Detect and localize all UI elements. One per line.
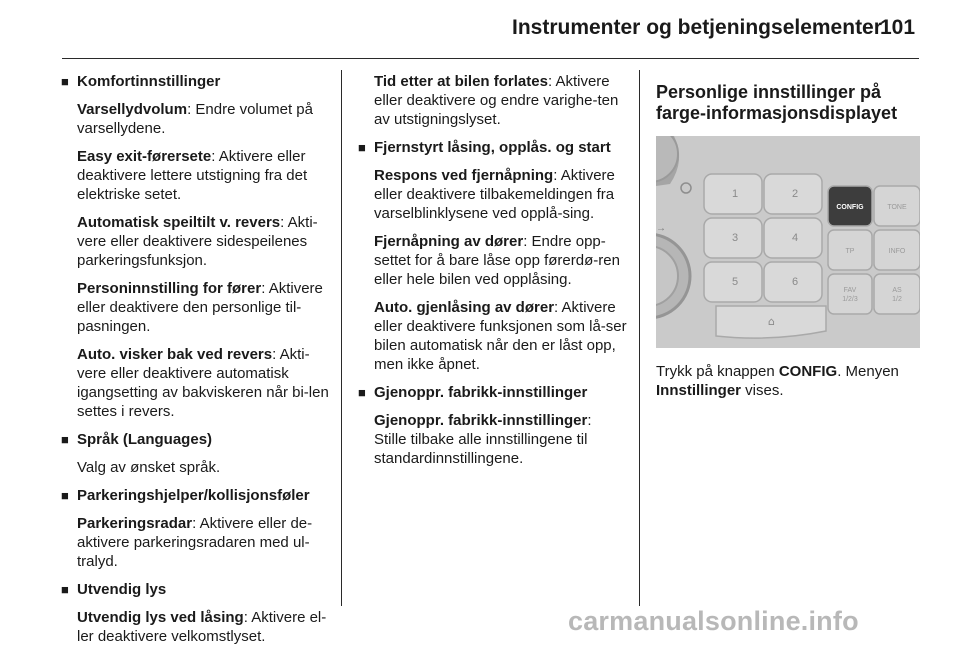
setting-description: : Aktivere eller deaktivere den personlige til-pasningen. [77, 280, 323, 335]
setting-entry [357, 166, 627, 223]
preset-2-label: 2 [792, 188, 799, 200]
page-number: 101 [880, 16, 916, 39]
preset-4-label: 4 [792, 232, 799, 244]
setting-description: : Aktivere eller deaktivere tilbakemeldingen fra varselblinklysene ved opplå-sing. [374, 167, 615, 222]
heading-text: Utvendig lys [77, 581, 167, 598]
config-button-label: CONFIG [836, 204, 864, 211]
info-button-label: INFO [888, 248, 906, 255]
preset-6-label: 6 [792, 276, 799, 288]
setting-description: : Stille tilbake alle innstillingene til standardinnstillingene. [374, 412, 592, 467]
column-divider-1 [341, 70, 342, 606]
bullet-heading [60, 486, 332, 505]
setting-term: Parkeringsradar [77, 515, 193, 532]
setting-description: : Endre volumet på varsellydene. [77, 101, 313, 137]
bullet-square-icon: ■ [358, 385, 366, 400]
fav-button-label: FAV [843, 287, 857, 294]
column-3 [656, 72, 922, 400]
setting-term: Tid etter at bilen forlates [374, 73, 548, 90]
setting-description: : Akti-vere eller deaktivere automatisk igangsetting av bakviskeren når bi-len settes i revers. [77, 346, 329, 420]
preset-5-label: 5 [732, 276, 739, 288]
setting-term: Auto. visker bak ved revers [77, 346, 273, 363]
setting-description: : Aktivere eller de-aktivere parkeringsradaren med ul-tralyd. [77, 515, 313, 570]
setting-description: : Endre opp-settet for å bare låse opp førerdø-ren eller hele bilen ved opplåsing. [374, 233, 620, 288]
as-button-label: AS [892, 287, 902, 294]
setting-description: : Aktivere eller deaktivere funksjonen som lå-ser bilen automatisk når den er låst opp, men ikke åpnet. [374, 299, 627, 373]
setting-entry [60, 213, 332, 270]
bullet-heading [60, 580, 332, 599]
setting-entry [357, 298, 627, 374]
bullet-heading [357, 138, 627, 157]
setting-entry [60, 514, 332, 571]
heading-text: Språk (Languages) [77, 431, 213, 448]
tone-button-label: TONE [887, 204, 907, 211]
preset-3-label: 3 [732, 232, 739, 244]
section-title: Personlige innstillinger på farge-informasjonsdisplayet [656, 82, 898, 123]
preset-1-label: 1 [732, 188, 739, 200]
header-divider [62, 58, 919, 59]
tp-button-label: TP [845, 248, 855, 255]
column-1 [60, 72, 332, 655]
setting-term: Gjenoppr. fabrikk-innstillinger [374, 412, 588, 429]
bullet-square-icon: ■ [61, 582, 69, 597]
setting-description: Valg av ønsket språk. [77, 459, 221, 476]
setting-entry [60, 458, 332, 477]
setting-description: : Aktivere eller deaktivere lettere utstigning fra det elektriske setet. [77, 148, 308, 203]
setting-term: Varsellydvolum [77, 101, 188, 118]
setting-term: Respons ved fjernåpning [374, 167, 554, 184]
bullet-square-icon: ■ [358, 140, 366, 155]
heading-text: Fjernstyrt låsing, opplås. og start [374, 139, 611, 156]
setting-term: Auto. gjenlåsing av dører [374, 299, 555, 316]
setting-term: Fjernåpning av dører [374, 233, 524, 250]
home-icon: ⌂ [768, 315, 775, 328]
setting-term: Personinnstilling for fører [77, 280, 262, 297]
as-button-sublabel: 1/2 [892, 296, 902, 303]
setting-description: : Aktivere el-ler deaktivere velkomstlyset. [77, 609, 327, 645]
column-divider-2 [639, 70, 640, 606]
heading-text: Parkeringshjelper/kollisjonsføler [77, 487, 310, 504]
config-term: CONFIG [778, 363, 838, 380]
fav-button-sublabel: 1/2/3 [842, 296, 858, 303]
column-2 [357, 72, 627, 477]
bullet-square-icon: ■ [61, 488, 69, 503]
setting-entry [60, 345, 332, 421]
heading-text: Komfortinnstillinger [77, 73, 221, 90]
bullet-heading [60, 72, 332, 91]
page-title: Instrumenter og betjeningselementer [512, 16, 882, 39]
setting-term: Automatisk speiltilt v. revers [77, 214, 281, 231]
setting-entry [60, 147, 332, 204]
setting-entry [357, 232, 627, 289]
setting-description: : Akti-vere eller deaktivere sidespeilenes parkeringsfunksjon. [77, 214, 318, 269]
setting-entry [60, 279, 332, 336]
bullet-heading [357, 383, 627, 402]
setting-term: Easy exit-førersete [77, 148, 212, 165]
bullet-heading [60, 430, 332, 449]
svg-text:→: → [656, 223, 666, 234]
heading-text: Gjenoppr. fabrikk-innstillinger [374, 384, 588, 401]
setting-entry [357, 72, 627, 129]
instruction-paragraph: Trykk på knappen CONFIG. Menyen Innstillinger vises. [656, 363, 899, 399]
setting-entry [357, 411, 627, 468]
watermark: carmanualsonline.info [568, 606, 859, 636]
setting-entry [60, 100, 332, 138]
settings-menu-term: Innstillinger [656, 382, 742, 399]
setting-description: : Aktivere eller deaktivere og endre varighe-ten av utstigningslyset. [374, 73, 619, 128]
setting-term: Utvendig lys ved låsing [77, 609, 244, 626]
bullet-square-icon: ■ [61, 432, 69, 447]
control-panel-photo [656, 136, 920, 348]
bullet-square-icon: ■ [61, 74, 69, 89]
setting-entry [60, 608, 332, 646]
